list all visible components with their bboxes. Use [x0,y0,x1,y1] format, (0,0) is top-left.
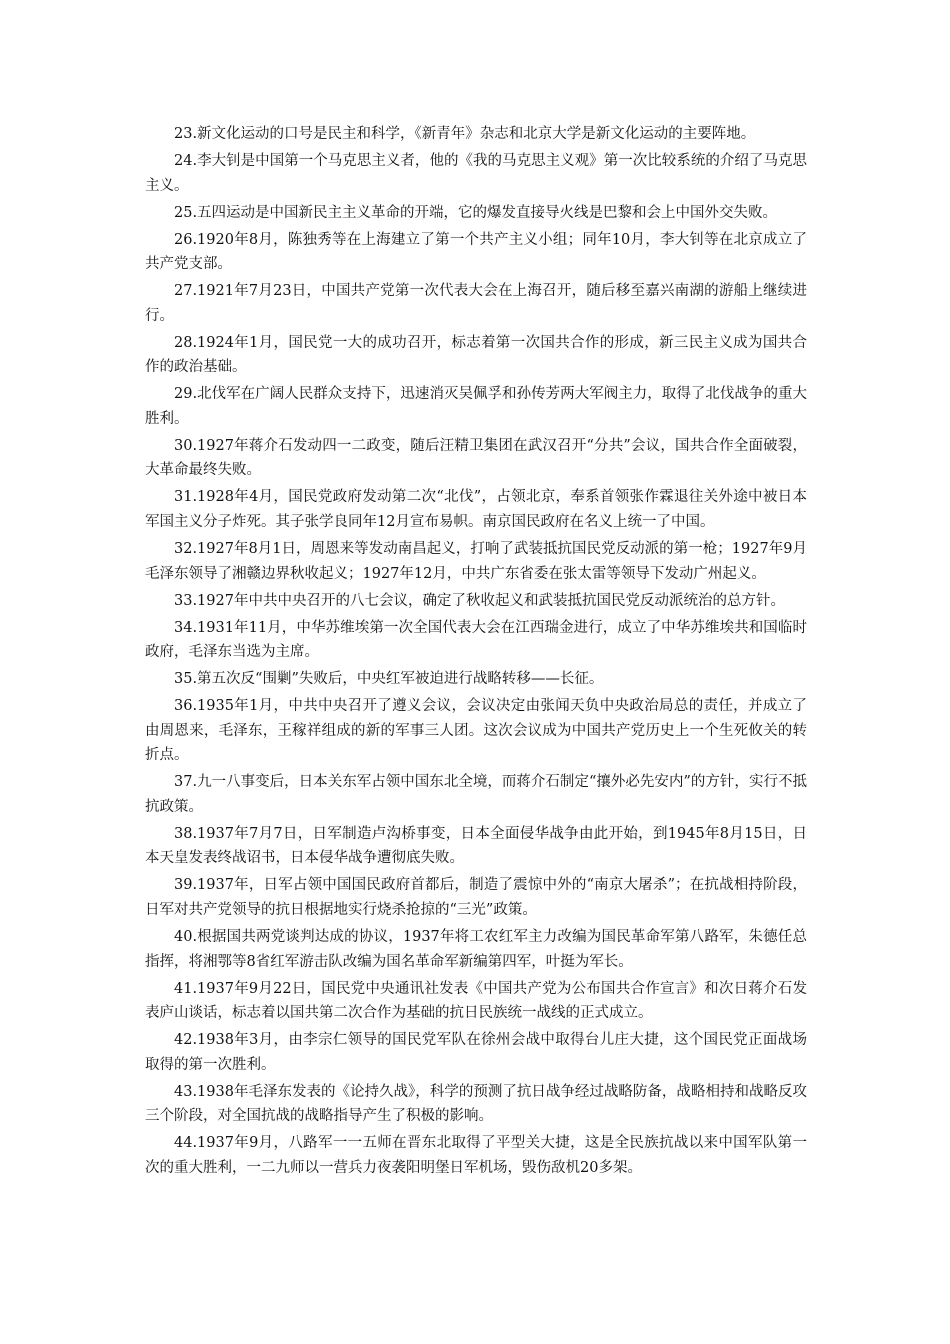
list-item: 39.1937年，日军占领中国国民政府首都后，制造了震惊中外的“南京大屠杀”；在抗战相持阶段，日军对共产党领导的抗日根据地实行烧杀抢掠的“三光”政策。 [145,877,807,919]
list-item: 27.1921年7月23日，中国共产党第一次代表大会在上海召开，随后移至嘉兴南湖的游船上继续进行。 [145,283,807,324]
list-item: 24.李大钊是中国第一个马克思主义者，他的《我的马克思主义观》第一次比较系统的介绍了马克思主义。 [145,152,807,194]
list-item: 44.1937年9月，八路军一一五师在晋东北取得了平型关大捷，这是全民族抗战以来中国军队第一次的重大胜利，一二九师以一营兵力夜袭阳明堡日军机场，毁伤敌机20多架。 [145,1135,807,1176]
list-item: 37.九一八事变后，日本关东军占领中国东北全境，而蒋介石制定“攘外必先安内”的方针，实行不抵抗政策。 [145,774,807,815]
list-item: 28.1924年1月，国民党一大的成功召开，标志着第一次国共合作的形成，新三民主义成为国共合作的政治基础。 [145,334,807,376]
list-item: 41.1937年9月22日，国民党中央通讯社发表《中国共产党为公布国共合作宣言》和次日蒋介石发表庐山谈话，标志着以国共第二次合作为基础的抗日民族统一战线的正式成立。 [145,980,807,1022]
list-item: 43.1938年毛泽东发表的《论持久战》，科学的预测了抗日战争经过战略防备，战略相持和战略反攻三个阶段，对全国抗战的战略指导产生了积极的影响。 [145,1083,807,1125]
list-item: 36.1935年1月，中共中央召开了遵义会议，会议决定由张闻天负中央政治局总的责任，并成立了由周恩来，毛泽东，王稼祥组成的新的军事三人团。这次会议成为中国共产党历史上一个生死攸关的转折点。 [145,698,807,764]
list-item: 31.1928年4月，国民党政府发动第二次“北伐”，占领北京，奉系首领张作霖退往关外途中被日本军国主义分子炸死。其子张学良同年12月宣布易帜。南京国民政府在名义上统一了中国。 [145,489,807,531]
list-item: 33.1927年中共中央召开的八七会议，确定了秋收起义和武装抵抗国民党反动派统治的总方针。 [174,592,785,609]
list-item: 34.1931年11月，中华苏维埃第一次全国代表大会在江西瑞金进行，成立了中华苏维埃共和国临时政府，毛泽东当选为主席。 [145,619,807,661]
list-item: 26.1920年8月，陈独秀等在上海建立了第一个共产主义小组；同年10月，李大钊等在北京成立了共产党支部。 [145,231,807,273]
list-item: 23.新文化运动的口号是民主和科学，《新青年》杂志和北京大学是新文化运动的主要阵地。 [174,126,756,142]
list-item: 35.第五次反“围剿”失败后，中央红军被迫进行战略转移——长征。 [174,671,604,688]
list-item: 42.1938年3月，由李宗仁领导的国民党军队在徐州会战中取得台儿庄大捷，这个国民党正面战场取得的第一次胜利。 [145,1032,807,1073]
list-item: 32.1927年8月1日，周恩来等发动南昌起义，打响了武装抵抗国民党反动派的第一枪；1927年9月毛泽东领导了湘赣边界秋收起义；1927年12月，中共广东省委在张太雷等领导下发动广州起义。 [145,541,807,582]
document-body [145,122,807,1183]
list-item: 38.1937年7月7日，日军制造卢沟桥事变，日本全面侵华战争由此开始，到1945年8月15日，日本天皇发表终战诏书，日本侵华战争遭彻底失败。 [145,825,807,867]
list-item: 40.根据国共两党谈判达成的协议，1937年将工农红军主力改编为国民革命军第八路军，朱德任总指挥，将湘鄂等8省红军游击队改编为国名革命军新编第四军，叶挺为军长。 [145,929,807,970]
list-item: 25.五四运动是中国新民主主义革命的开端，它的爆发直接导火线是巴黎和会上中国外交失败。 [174,204,778,221]
list-item: 30.1927年蒋介石发动四一二政变，随后汪精卫集团在武汉召开“分共”会议，国共合作全面破裂，大革命最终失败。 [145,437,807,479]
list-item: 29.北伐军在广阔人民群众支持下，迅速消灭吴佩孚和孙传芳两大军阀主力，取得了北伐战争的重大胜利。 [145,386,807,427]
